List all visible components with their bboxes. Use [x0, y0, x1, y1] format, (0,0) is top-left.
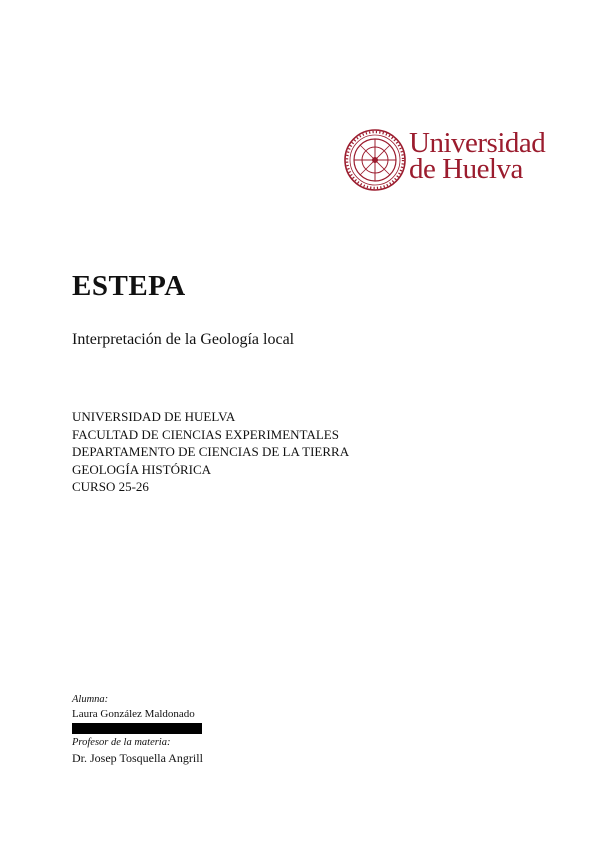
document-subtitle: Interpretación de la Geología local	[72, 331, 295, 348]
wordmark-line-1: Universidad	[409, 127, 546, 159]
institution-faculty: FACULTAD DE CIENCIAS EXPERIMENTALES	[72, 426, 339, 442]
institution-course: CURSO 25-26	[72, 479, 149, 494]
university-wordmark	[409, 127, 546, 185]
university-seal-icon	[343, 128, 407, 192]
university-logo	[343, 127, 546, 192]
document-title: ESTEPA	[72, 270, 186, 302]
redaction-bar	[72, 723, 202, 734]
institution-department: DEPARTAMENTO DE CIENCIAS DE LA TIERRA	[72, 444, 350, 459]
professor-label: Profesor de la materia:	[72, 737, 171, 748]
student-label: Alumna:	[72, 694, 109, 705]
institution-university: UNIVERSIDAD DE HUELVA	[72, 409, 236, 424]
student-name: Laura González Maldonado	[72, 708, 195, 720]
wordmark-line-2: de Huelva	[409, 153, 523, 185]
institution-block	[72, 408, 349, 496]
credits-block	[72, 693, 203, 765]
institution-subject: GEOLOGÍA HISTÓRICA	[72, 461, 212, 477]
professor-name: Dr. Josep Tosquella Angrill	[72, 751, 203, 765]
